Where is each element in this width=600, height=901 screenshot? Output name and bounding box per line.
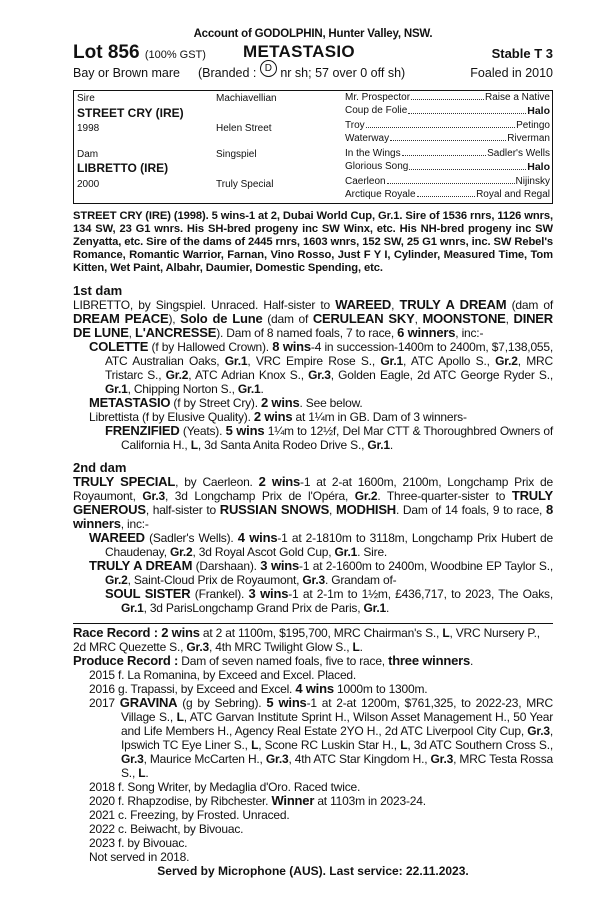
first-dam-heading: 1st dam — [73, 283, 123, 298]
great-grandparent-line — [345, 105, 550, 117]
first-dam-section — [73, 298, 553, 452]
leader-dots — [390, 133, 506, 141]
dam-name: LIBRETTO (IRE) — [77, 161, 169, 175]
produce-entry: 2021 c. Freezing, by Frosted. Unraced. — [89, 808, 290, 822]
foaled-year: Foaled in 2010 — [470, 66, 553, 80]
dam-year: 2000 — [77, 179, 100, 190]
lot-label: Lot 856 — [73, 42, 140, 63]
lot-number — [73, 42, 206, 64]
produce-entry: 2017 GRAVINA (g by Sebring). 5 wins-1 at 2-at 1200m, $761,325, to 2022-23, MRC Village S., L, ATC Garvan Institute Sprint H., Wilson Asset Management H., 50 Year and Life Members H., Agency Real Estate 2YO H., 2d ATC Liverpool City Cup, Gr.3, Ipswich TC Eye Liner S., L, Scone RC Luskin Star H., L, 3d ATC Southern Cross S., Gr.3, Maurice McCarten H., Gr.3, 4th ATC Star Kingdom H., Gr.3, MRC Testa Rossa S., L. — [89, 695, 554, 780]
family-entry: SOUL SISTER (Frankel). 3 wins-1 at 2-1m to 1½m, £436,717, to 2023, The Oaks, Gr.1, 3d ParisLongchamp Grand Prix de Paris, Gr.1. — [105, 586, 553, 615]
progeny-entry: FRENZIFIED (Yeats). 5 wins 1¼m to 12½f, Del Mar CTT & Thoroughbred Owners of California H., L, 3d Santa Anita Rodeo Drive S., Gr.1. — [105, 423, 553, 452]
ggsire-sire: Royal and Regal — [476, 189, 550, 200]
colour-sex: Bay or Brown mare — [73, 66, 180, 80]
race-record: Race Record : 2 wins at 2 at 1100m, $195,700, MRC Chairman's S., L, VRC Nursery P., 2d MRC Quezette S., Gr.3, 4th MRC Twilight Glow S., L. — [73, 625, 540, 654]
branded-prefix: (Branded : — [198, 66, 257, 80]
leader-dots — [417, 189, 475, 197]
sire-summary: STREET CRY (IRE) (1998). 5 wins-1 at 2, Dubai World Cup, Gr.1. Sire of 1536 rnrs, 1126 wnrs, 134 SW, 23 G1 wnrs. His SH-bred progeny inc SW Winx, etc. His NH-bred progeny inc SW Zenyatta, etc. Sire of the dams of 2445 rnrs, 1603 wnrs, 152 SW, 25 G1 wnrs, inc. SW Rebel's Romance, Romantic Warrior, Farnan, Vino Rosso, Just F Y I, Cylinder, Measured Time, Tom Kitten, Wet Paint, Albahr, Daumier, Domestic Spending, etc. — [73, 210, 553, 274]
leader-dots — [402, 148, 487, 156]
brand-info — [198, 63, 406, 80]
great-grandparent-line — [345, 189, 550, 200]
second-dam-heading: 2nd dam — [73, 460, 127, 475]
ggsire-name: In the Wings — [345, 148, 401, 159]
ggsire-sire: Riverman — [507, 133, 550, 144]
progeny-entry: METASTASIO (f by Street Cry). 2 wins. See below. — [89, 395, 363, 410]
family-entry: WAREED (Sadler's Wells). 4 wins-1 at 2-1810m to 3118m, Longchamp Prix Hubert de Chaudenay, Gr.2, 3d Royal Ascot Gold Cup, Gr.1. Sire. — [89, 530, 554, 559]
ggsire-sire: Petingo — [516, 120, 550, 131]
dam-dam: Truly Special — [216, 179, 274, 190]
produce-entry: 2022 c. Beiwacht, by Bivouac. — [89, 822, 244, 836]
ggsire-sire: Nijinsky — [515, 176, 550, 187]
great-grandparent-line — [345, 176, 550, 187]
second-dam-section — [73, 475, 553, 615]
produce-list — [73, 668, 553, 864]
family-entry: TRULY SPECIAL, by Caerleon. 2 wins-1 at 2-at 1600m, 2100m, Longchamp Prix de Royaumont, Gr.3, 3d Longchamp Prix de l'Opéra, Gr.2. Three-quarter-sister to TRULY GENEROUS, half-sister to RUSSIAN SNOWS, MODHISH. Dam of 14 foals, 9 to race, 8 winners, inc:- — [73, 474, 554, 531]
sire-name: STREET CRY (IRE) — [77, 106, 184, 120]
details-row — [73, 63, 553, 84]
sire-label: Sire — [77, 93, 95, 104]
family-entry: TRULY A DREAM (Darshaan). 3 wins-1 at 2-1600m to 2400m, Woodbine EP Taylor S., Gr.2, Saint-Cloud Prix de Royaumont, Gr.3. Grandam of- — [89, 558, 553, 587]
great-grandparent-line — [345, 92, 550, 103]
vendor-account: Account of GODOLPHIN, Hunter Valley, NSW. — [193, 28, 433, 40]
dam-paragraph: LIBRETTO, by Singspiel. Unraced. Half-sister to WAREED, TRULY A DREAM (dam of DREAM PEACE), Solo de Lune (dam of CERULEAN SKY, MOONSTONE, DINER DE LUNE, L'ANCRESSE). Dam of 8 named foals, 7 to race, 6 winners, inc:- — [73, 297, 553, 340]
leader-dots — [366, 120, 515, 128]
horse-name: METASTASIO — [243, 42, 355, 61]
great-grandparent-line — [345, 148, 550, 159]
ggsire-name: Mr. Prospector — [345, 92, 411, 103]
great-grandparent-line — [345, 133, 550, 144]
ggsire-name: Glorious Song — [345, 161, 409, 172]
sire-dam: Helen Street — [216, 123, 272, 134]
lot-row — [73, 42, 553, 64]
ggsire-sire: Raise a Native — [484, 92, 550, 103]
ggsire-sire: Halo — [527, 105, 550, 117]
produce-entry: 2016 g. Trapassi, by Exceed and Excel. 4 wins 1000m to 1300m. — [89, 681, 428, 696]
produce-entry: Not served in 2018. — [89, 850, 190, 864]
produce-entry: 2018 f. Song Writer, by Medaglia d'Oro. Raced twice. — [89, 780, 361, 794]
leader-dots — [387, 176, 515, 184]
catalogue-page — [73, 18, 553, 878]
leader-dots — [408, 105, 526, 114]
brand-mark: D — [260, 60, 277, 77]
sire-year: 1998 — [77, 123, 100, 134]
ggsire-name: Caerleon — [345, 176, 386, 187]
produce-entry: 2023 f. by Bivouac. — [89, 836, 188, 850]
gst-note: (100% GST) — [144, 49, 206, 61]
produce-record: Produce Record : Dam of seven named foals, five to race, three winners. — [73, 653, 474, 668]
progeny-entry: Librettista (f by Elusive Quality). 2 wins at 1¼m in GB. Dam of 3 winners- — [89, 409, 467, 424]
ggsire-name: Waterway — [345, 133, 390, 144]
produce-entry: 2020 f. Rhapzodise, by Ribchester. Winner at 1103m in 2023-24. — [89, 793, 426, 808]
ggsire-name: Arctique Royale — [345, 189, 416, 200]
produce-entry: 2015 f. La Romanina, by Exceed and Excel. Placed. — [89, 668, 357, 682]
sire-sire: Machiavellian — [216, 93, 277, 104]
ggsire-name: Troy — [345, 120, 365, 131]
served-note: Served by Microphone (AUS). Last service: 22.11.2023. — [157, 864, 469, 878]
stable-number: Stable T 3 — [491, 46, 553, 61]
great-grandparent-line — [345, 120, 550, 131]
leader-dots — [409, 161, 526, 170]
dam-label: Dam — [77, 149, 99, 160]
leader-dots — [411, 92, 484, 100]
progeny-entry: COLETTE (f by Hallowed Crown). 8 wins-4 in succession-1400m to 2400m, $7,138,055, ATC Australian Oaks, Gr.1, VRC Empire Rose S., Gr.1, ATC Apollo S., Gr.2, MRC Tristarc S., Gr.2, ATC Adrian Knox S., Gr.3, Golden Eagle, 2d ATC George Ryder S., Gr.1, Chipping Norton S., Gr.1. — [89, 339, 553, 396]
great-grandparent-line — [345, 161, 550, 173]
branded-suffix: nr sh; 57 over 0 off sh) — [280, 66, 406, 80]
divider — [73, 623, 553, 624]
ggsire-sire: Sadler's Wells — [487, 148, 550, 159]
dam-sire: Singspiel — [216, 149, 257, 160]
ggsire-name: Coup de Folie — [345, 105, 408, 116]
ggsire-sire: Halo — [527, 161, 550, 173]
pedigree-table — [73, 90, 553, 204]
